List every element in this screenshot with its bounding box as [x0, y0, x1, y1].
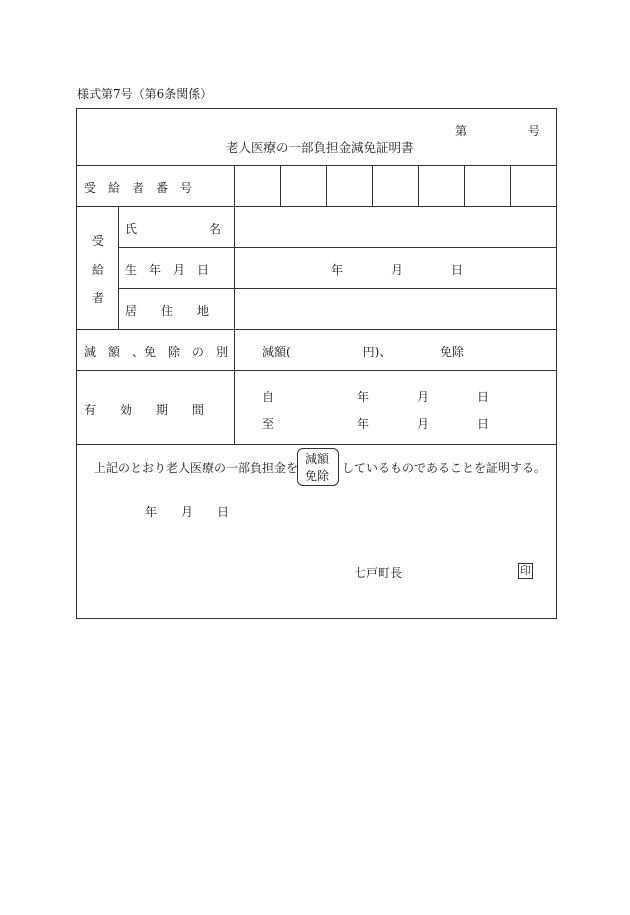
from-prefix: 自	[262, 390, 275, 404]
option-reduce[interactable]: 減額	[305, 452, 330, 466]
recipient-number-box[interactable]	[235, 166, 280, 206]
address-label: 居 住 地	[125, 304, 210, 318]
to-day[interactable]: 日	[477, 417, 490, 431]
validity-label: 有 効 期 間	[84, 403, 205, 417]
divider	[118, 247, 557, 248]
recipient-number-box[interactable]	[327, 166, 372, 206]
certification-text-before: 上記のとおり老人医療の一部負担金を	[94, 461, 299, 475]
to-prefix: 至	[262, 417, 275, 431]
recipient-number-box[interactable]	[419, 166, 464, 206]
certification-text-after: しているものであることを証明する。	[342, 461, 547, 475]
recipient-group-label: 受 給 者	[91, 234, 104, 305]
divider	[118, 206, 119, 330]
birthdate-field[interactable]: 年 月 日	[331, 263, 464, 277]
address-field[interactable]	[235, 289, 556, 329]
number-suffix: 号	[528, 124, 541, 138]
reduction-amount[interactable]: 減額( 円)、	[262, 345, 392, 359]
reduction-label: 減 額 、免 除 の 別	[84, 345, 229, 359]
exemption-option[interactable]: 免除	[440, 345, 465, 359]
name-label: 氏 名	[125, 222, 222, 236]
number-prefix: 第	[455, 124, 468, 138]
divider	[76, 329, 557, 330]
divider	[76, 444, 557, 445]
from-month[interactable]: 月	[417, 390, 430, 404]
divider	[76, 370, 557, 371]
from-day[interactable]: 日	[477, 390, 490, 404]
recipient-number-box[interactable]	[281, 166, 326, 206]
birthdate-label: 生 年 月 日	[125, 263, 210, 277]
recipient-number-box[interactable]	[511, 166, 556, 206]
from-year[interactable]: 年	[357, 390, 370, 404]
form-label: 様式第7号（第6条関係）	[77, 87, 213, 101]
recipient-number-box[interactable]	[465, 166, 510, 206]
recipient-number-box[interactable]	[373, 166, 418, 206]
to-year[interactable]: 年	[357, 417, 370, 431]
seal-mark: 印	[520, 564, 531, 577]
document-title: 老人医療の一部負担金減免証明書	[226, 140, 414, 155]
to-month[interactable]: 月	[417, 417, 430, 431]
option-exempt[interactable]: 免除	[305, 469, 330, 483]
recipient-number-label: 受 給 者 番 号	[84, 181, 193, 195]
name-field[interactable]	[235, 207, 556, 247]
certification-date[interactable]: 年 月 日	[145, 505, 230, 519]
issuer: 七戸町長	[354, 566, 403, 580]
